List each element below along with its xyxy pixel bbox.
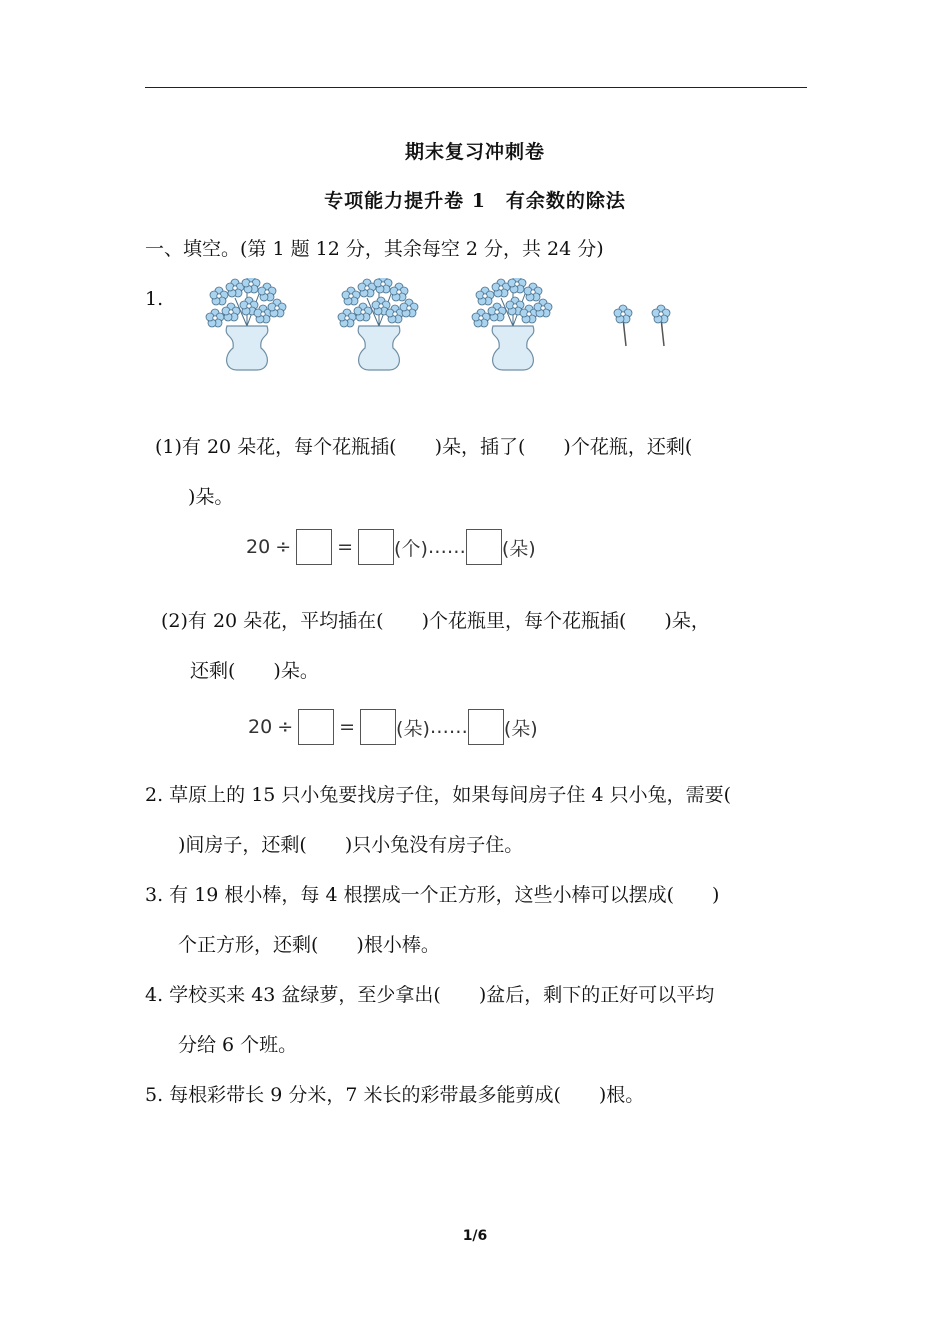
question-2-line-2: )间房子，还剩( )只小兔没有房子住。 xyxy=(178,834,524,856)
question-1-part-2-line-1: (2)有 20 朵花，平均插在( )个花瓶里，每个花瓶插( )朵， xyxy=(161,610,710,632)
vase-3 xyxy=(472,278,552,370)
loose-flower-1 xyxy=(614,305,632,346)
page-subtitle: 专项能力提升卷 1 有余数的除法 xyxy=(324,190,626,212)
equation-2-dividend: 20 xyxy=(248,716,273,738)
equation-2-box-divisor[interactable] xyxy=(298,709,334,745)
equation-1-box-quotient[interactable] xyxy=(358,529,394,565)
question-1-part-1-line-1: (1)有 20 朵花，每个花瓶插( )朵，插了( )个花瓶，还剩( xyxy=(155,436,693,458)
loose-flower-2 xyxy=(652,305,670,346)
flower-vases-illustration xyxy=(205,278,685,378)
equation-1-box-divisor[interactable] xyxy=(296,529,332,565)
remainder-dots: …… xyxy=(427,536,466,558)
vase-1 xyxy=(206,278,286,370)
equation-1-box-remainder[interactable] xyxy=(466,529,502,565)
equals-sign: = xyxy=(337,536,354,558)
equals-sign: = xyxy=(339,716,356,738)
remainder-dots: …… xyxy=(429,716,468,738)
question-4-line-1: 4. 学校买来 43 盆绿萝，至少拿出( )盆后，剩下的正好可以平均 xyxy=(145,984,715,1006)
equation-2-unit-2: (朵) xyxy=(503,717,538,740)
page-number: 1/6 xyxy=(462,1228,488,1244)
question-5-line-1: 5. 每根彩带长 9 分米，7 米长的彩带最多能剪成( )根。 xyxy=(145,1084,645,1106)
equation-2-box-quotient[interactable] xyxy=(360,709,396,745)
section-heading: 一、填空。(第 1 题 12 分，其余每空 2 分，共 24 分) xyxy=(145,238,604,260)
question-3-line-2: 个正方形，还剩( )根小棒。 xyxy=(178,934,440,956)
equation-1-dividend: 20 xyxy=(246,536,271,558)
question-2-line-1: 2. 草原上的 15 只小兔要找房子住，如果每间房子住 4 只小兔，需要( xyxy=(145,784,732,806)
equation-2-box-remainder[interactable] xyxy=(468,709,504,745)
equation-1-unit-2: (朵) xyxy=(501,537,536,560)
question-1-part-2-line-2: 还剩( )朵。 xyxy=(190,660,319,682)
question-1-part-1-line-2: )朵。 xyxy=(188,486,234,508)
divide-sign: ÷ xyxy=(277,716,294,738)
equation-1-unit-1: (个) xyxy=(394,537,428,560)
vase-2 xyxy=(338,278,418,370)
question-4-line-2: 分给 6 个班。 xyxy=(178,1034,298,1056)
equation-1 xyxy=(246,527,536,567)
page-title: 期末复习冲刺卷 xyxy=(404,141,545,163)
header-rule xyxy=(145,87,807,88)
equation-2 xyxy=(248,707,538,747)
equation-2-unit-1: (朵) xyxy=(396,717,430,740)
question-1-number: 1. xyxy=(145,288,164,310)
question-3-line-1: 3. 有 19 根小棒，每 4 根摆成一个正方形，这些小棒可以摆成( ) xyxy=(145,884,720,906)
divide-sign: ÷ xyxy=(275,536,292,558)
